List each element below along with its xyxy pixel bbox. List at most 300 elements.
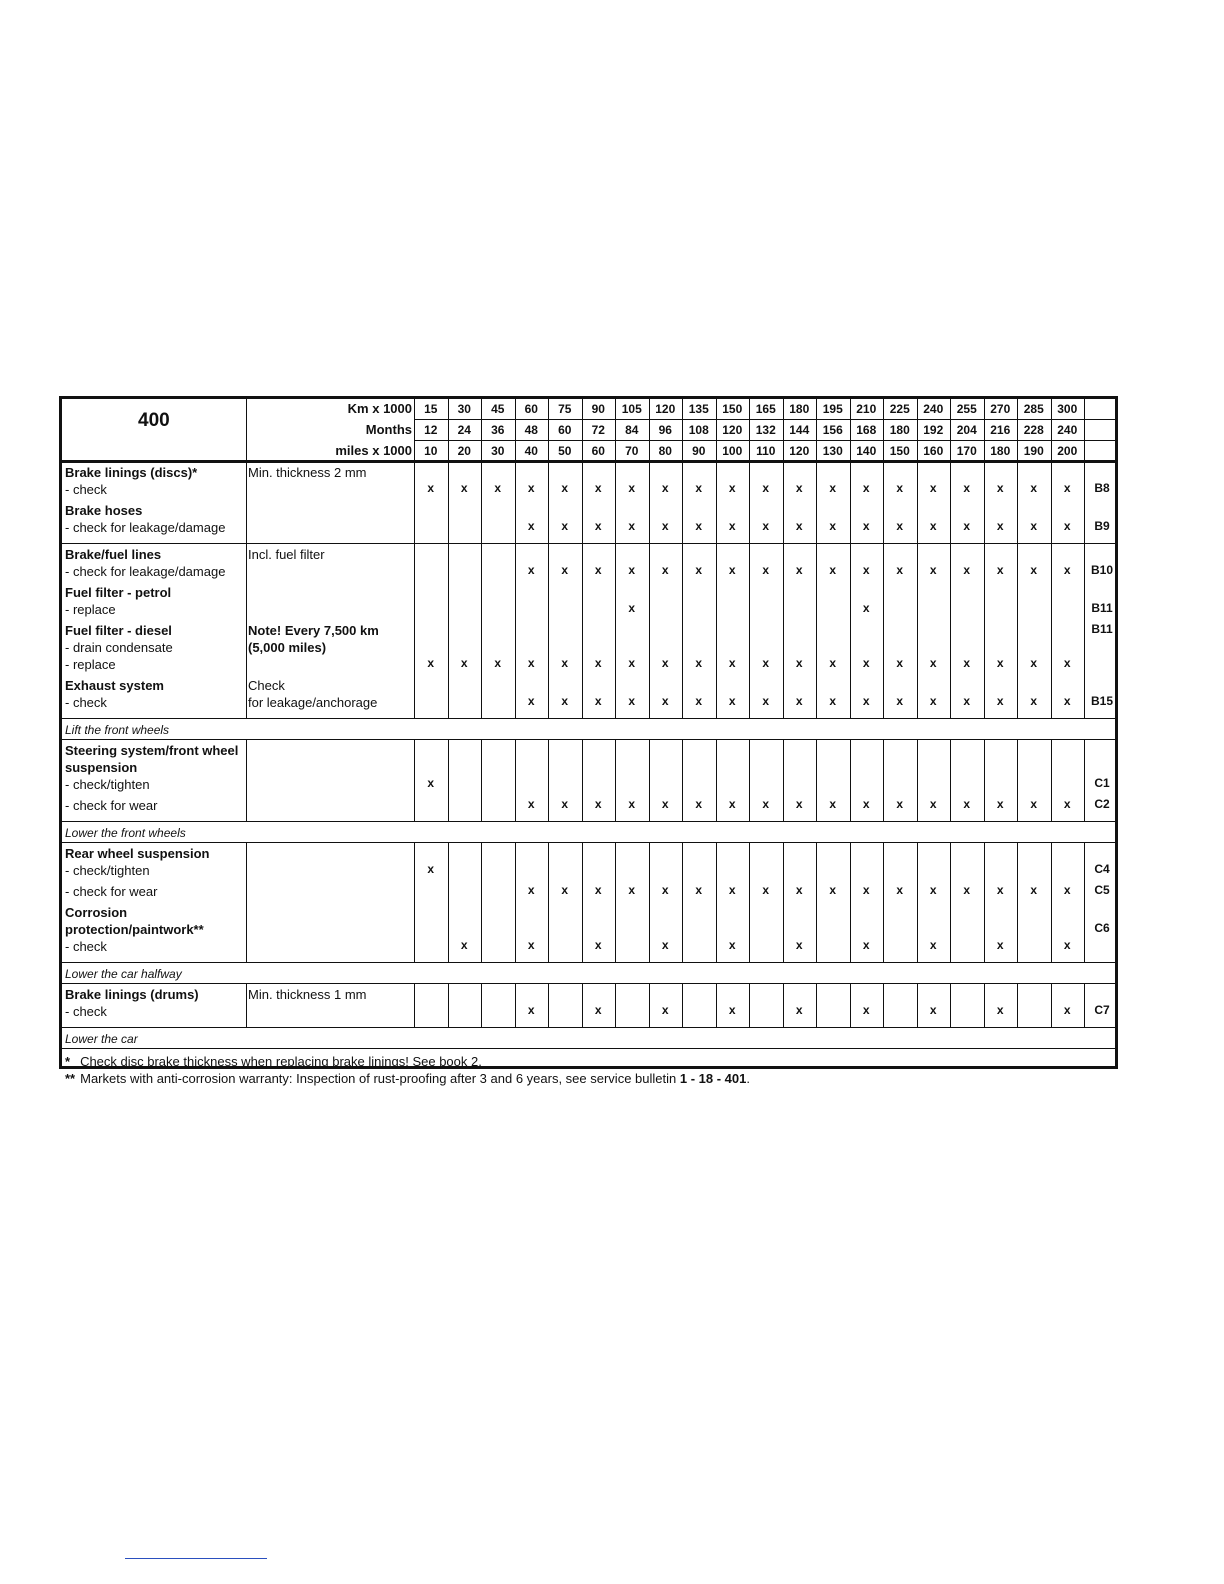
header-miles-value: 90 — [692, 444, 706, 458]
header-km-value: 30 — [457, 402, 471, 416]
column-divider — [883, 843, 884, 963]
column-divider — [883, 740, 884, 822]
service-mark: x — [427, 481, 435, 495]
service-mark: x — [594, 519, 602, 533]
header-miles-value: 30 — [491, 444, 505, 458]
service-mark: x — [527, 519, 535, 533]
column-divider — [749, 984, 750, 1028]
service-mark: x — [762, 694, 770, 708]
service-mark: x — [929, 883, 937, 897]
task-label: protection/paintwork** — [65, 922, 204, 937]
service-mark: x — [460, 481, 468, 495]
column-divider — [615, 843, 616, 963]
column-divider — [414, 740, 415, 822]
service-mark: x — [996, 563, 1004, 577]
service-mark: x — [661, 694, 669, 708]
service-mark: x — [661, 938, 669, 952]
column-divider — [716, 843, 717, 963]
service-mark: x — [1063, 563, 1071, 577]
service-mark: x — [862, 797, 870, 811]
service-mark: x — [628, 656, 636, 670]
service-mark: x — [996, 938, 1004, 952]
service-mark: x — [661, 883, 669, 897]
service-mark: x — [829, 694, 837, 708]
header-miles-value: 170 — [956, 444, 977, 458]
column-divider — [883, 984, 884, 1028]
service-mark: x — [527, 1003, 535, 1017]
service-mark: x — [728, 1003, 736, 1017]
header-miles-value: 150 — [889, 444, 910, 458]
column-divider — [615, 462, 616, 544]
service-mark: x — [494, 481, 502, 495]
task-label: - replace — [65, 602, 116, 617]
service-mark: x — [996, 519, 1004, 533]
service-mark: x — [1030, 656, 1038, 670]
service-mark: x — [728, 519, 736, 533]
service-mark: x — [695, 656, 703, 670]
service-mark: x — [762, 656, 770, 670]
header-km-value: 75 — [558, 402, 572, 416]
header-miles-value: 70 — [625, 444, 639, 458]
header-km-value: 15 — [424, 402, 438, 416]
service-mark: x — [795, 883, 803, 897]
task-label: Steering system/front wheel — [65, 743, 239, 758]
footnote-text: . — [746, 1071, 750, 1086]
column-divider — [582, 843, 583, 963]
column-divider — [582, 399, 583, 462]
column-divider — [1051, 740, 1052, 822]
column-divider — [448, 544, 449, 719]
service-mark: x — [929, 1003, 937, 1017]
header-months-value: 228 — [1023, 423, 1044, 437]
service-mark: x — [561, 656, 569, 670]
maintenance-schedule-table — [59, 396, 1118, 1086]
service-mark: x — [963, 481, 971, 495]
section-instruction: Lower the front wheels — [65, 826, 186, 840]
column-divider — [1017, 740, 1018, 822]
service-mark: x — [594, 938, 602, 952]
task-label: - check/tighten — [65, 777, 150, 792]
column-divider — [582, 462, 583, 544]
reference-code: C2 — [1094, 797, 1110, 811]
reference-code: B10 — [1090, 563, 1113, 577]
header-miles-value: 180 — [990, 444, 1011, 458]
column-divider — [783, 740, 784, 822]
service-mark: x — [695, 563, 703, 577]
service-mark: x — [561, 481, 569, 495]
service-mark: x — [1030, 519, 1038, 533]
task-label: Rear wheel suspension — [65, 846, 210, 861]
service-mark: x — [594, 481, 602, 495]
task-label: Fuel filter - diesel — [65, 623, 172, 638]
service-mark: x — [896, 883, 904, 897]
header-km-value: 180 — [789, 402, 810, 416]
service-mark: x — [929, 656, 937, 670]
service-mark: x — [695, 694, 703, 708]
service-mark: x — [1030, 797, 1038, 811]
column-divider — [883, 462, 884, 544]
column-divider — [682, 462, 683, 544]
header-label-km: Km x 1000 — [347, 401, 412, 416]
header-miles-value: 20 — [457, 444, 471, 458]
service-mark: x — [661, 519, 669, 533]
column-divider — [950, 843, 951, 963]
header-km-value: 90 — [591, 402, 605, 416]
service-mark: x — [594, 1003, 602, 1017]
header-months-value: 144 — [789, 423, 810, 437]
service-mark: x — [963, 694, 971, 708]
reference-code: B11 — [1091, 622, 1113, 636]
column-divider — [1084, 544, 1085, 719]
task-label: - check for wear — [65, 798, 158, 813]
column-divider — [682, 740, 683, 822]
service-mark: x — [862, 656, 870, 670]
service-mark: x — [829, 883, 837, 897]
task-note: Min. thickness 2 mm — [248, 465, 367, 480]
service-mark: x — [929, 694, 937, 708]
column-divider — [1017, 843, 1018, 963]
reference-code: C1 — [1094, 776, 1110, 790]
column-divider — [582, 984, 583, 1028]
service-mark: x — [1030, 694, 1038, 708]
header-months-value: 180 — [889, 423, 910, 437]
header-miles-value: 190 — [1023, 444, 1044, 458]
column-divider — [950, 399, 951, 462]
header-km-value: 285 — [1023, 402, 1044, 416]
service-mark: x — [427, 776, 435, 790]
service-mark: x — [929, 797, 937, 811]
service-mark: x — [561, 563, 569, 577]
service-mark: x — [728, 563, 736, 577]
column-divider — [950, 544, 951, 719]
section-instruction: Lower the car — [65, 1032, 138, 1046]
task-label: - check for wear — [65, 884, 158, 899]
service-mark: x — [996, 1003, 1004, 1017]
column-divider — [783, 462, 784, 544]
header-miles-value: 60 — [591, 444, 605, 458]
service-mark: x — [1030, 883, 1038, 897]
header-label-months: Months — [365, 422, 412, 437]
task-note: Min. thickness 1 mm — [248, 987, 367, 1002]
footnote-text: Markets with anti-corrosion warranty: Inspection of rust-proofing after 3 and 6 years, see service bulletin — [80, 1071, 680, 1086]
column-divider — [649, 399, 650, 462]
header-months-value: 108 — [688, 423, 709, 437]
column-divider — [917, 740, 918, 822]
service-mark: x — [460, 938, 468, 952]
column-divider — [917, 462, 918, 544]
header-km-value: 45 — [491, 402, 505, 416]
section-instruction: Lift the front wheels — [65, 723, 170, 737]
column-divider — [481, 984, 482, 1028]
service-mark: x — [929, 938, 937, 952]
column-divider — [414, 399, 415, 462]
column-divider — [716, 462, 717, 544]
column-divider — [749, 843, 750, 963]
column-divider — [414, 544, 415, 719]
header-months-value: 72 — [591, 423, 605, 437]
column-divider — [448, 843, 449, 963]
service-mark: x — [527, 481, 535, 495]
column-divider — [950, 740, 951, 822]
service-mark: x — [795, 797, 803, 811]
service-mark: x — [594, 694, 602, 708]
service-mark: x — [561, 883, 569, 897]
service-mark: x — [661, 563, 669, 577]
column-divider — [816, 843, 817, 963]
service-mark: x — [795, 519, 803, 533]
service-mark: x — [628, 883, 636, 897]
column-divider — [816, 740, 817, 822]
column-divider — [749, 399, 750, 462]
model-number: 400 — [138, 410, 170, 431]
column-divider — [414, 843, 415, 963]
row-divider — [62, 460, 1115, 463]
column-divider — [548, 462, 549, 544]
service-mark: x — [661, 797, 669, 811]
header-months-value: 36 — [491, 423, 505, 437]
column-divider — [816, 984, 817, 1028]
service-mark: x — [795, 656, 803, 670]
service-mark: x — [862, 563, 870, 577]
column-divider — [950, 984, 951, 1028]
column-divider — [481, 462, 482, 544]
service-mark: x — [896, 797, 904, 811]
header-months-value: 216 — [990, 423, 1011, 437]
header-km-value: 210 — [856, 402, 877, 416]
column-divider — [850, 462, 851, 544]
column-divider — [783, 544, 784, 719]
column-divider — [548, 740, 549, 822]
column-divider — [649, 984, 650, 1028]
header-miles-value: 140 — [856, 444, 877, 458]
service-mark: x — [728, 694, 736, 708]
task-label: Brake/fuel lines — [65, 547, 162, 562]
service-mark: x — [594, 797, 602, 811]
column-divider — [850, 399, 851, 462]
service-mark: x — [862, 1003, 870, 1017]
service-mark: x — [594, 883, 602, 897]
header-km-value: 300 — [1057, 402, 1078, 416]
column-divider — [448, 399, 449, 462]
header-km-value: 255 — [956, 402, 977, 416]
column-divider — [716, 984, 717, 1028]
service-mark: x — [527, 938, 535, 952]
reference-code: C5 — [1094, 883, 1110, 897]
header-miles-value: 40 — [524, 444, 538, 458]
header-km-value: 105 — [621, 402, 642, 416]
reference-code: B9 — [1094, 519, 1110, 533]
service-mark: x — [728, 481, 736, 495]
column-divider — [481, 399, 482, 462]
column-divider — [1051, 399, 1052, 462]
column-divider — [448, 740, 449, 822]
service-mark: x — [561, 519, 569, 533]
column-divider — [246, 843, 247, 963]
service-bulletin-number: 1 - 18 - 401 — [679, 1071, 747, 1086]
service-mark: x — [1030, 481, 1038, 495]
task-label: - check — [65, 695, 107, 710]
column-divider — [649, 544, 650, 719]
service-mark: x — [1063, 1003, 1071, 1017]
service-mark: x — [996, 481, 1004, 495]
column-divider — [1051, 544, 1052, 719]
column-divider — [816, 399, 817, 462]
row-divider — [414, 419, 1116, 420]
row-divider — [414, 440, 1116, 441]
column-divider — [950, 462, 951, 544]
service-mark: x — [728, 797, 736, 811]
service-mark: x — [996, 883, 1004, 897]
service-mark: x — [728, 938, 736, 952]
task-note: Note! Every 7,500 km — [248, 623, 379, 638]
column-divider — [816, 544, 817, 719]
header-months-value: 240 — [1057, 423, 1078, 437]
service-mark: x — [795, 694, 803, 708]
column-divider — [615, 740, 616, 822]
column-divider — [984, 399, 985, 462]
service-mark: x — [695, 481, 703, 495]
header-months-value: 192 — [923, 423, 944, 437]
task-label: suspension — [65, 760, 138, 775]
column-divider — [883, 544, 884, 719]
header-miles-value: 160 — [923, 444, 944, 458]
column-divider — [615, 544, 616, 719]
column-divider — [850, 843, 851, 963]
service-mark: x — [963, 563, 971, 577]
column-divider — [515, 399, 516, 462]
service-mark: x — [594, 563, 602, 577]
reference-code: B11 — [1091, 601, 1113, 615]
page-rule — [125, 1558, 267, 1559]
row-divider — [62, 983, 1115, 984]
header-months-value: 156 — [822, 423, 843, 437]
column-divider — [749, 740, 750, 822]
service-mark: x — [561, 797, 569, 811]
column-divider — [1051, 984, 1052, 1028]
header-miles-value: 50 — [558, 444, 572, 458]
service-mark: x — [1063, 656, 1071, 670]
task-label: - check — [65, 482, 107, 497]
service-mark: x — [996, 797, 1004, 811]
service-mark: x — [661, 656, 669, 670]
column-divider — [548, 843, 549, 963]
service-mark: x — [695, 883, 703, 897]
header-months-value: 84 — [625, 423, 639, 437]
service-mark: x — [1063, 797, 1071, 811]
column-divider — [984, 462, 985, 544]
column-divider — [515, 984, 516, 1028]
column-divider — [515, 544, 516, 719]
header-months-value: 48 — [524, 423, 538, 437]
service-mark: x — [594, 656, 602, 670]
column-divider — [246, 740, 247, 822]
service-mark: x — [862, 938, 870, 952]
header-miles-value: 130 — [822, 444, 843, 458]
task-label: Corrosion — [65, 905, 128, 920]
service-mark: x — [460, 656, 468, 670]
column-divider — [1084, 984, 1085, 1028]
service-mark: x — [1063, 694, 1071, 708]
column-divider — [917, 399, 918, 462]
service-mark: x — [1030, 563, 1038, 577]
service-mark: x — [628, 481, 636, 495]
column-divider — [883, 399, 884, 462]
service-mark: x — [661, 1003, 669, 1017]
service-mark: x — [795, 1003, 803, 1017]
section-instruction: Lower the car halfway — [65, 967, 182, 981]
task-label: - check for leakage/damage — [65, 564, 226, 579]
column-divider — [246, 462, 247, 544]
column-divider — [1051, 843, 1052, 963]
service-mark: x — [728, 656, 736, 670]
column-divider — [649, 462, 650, 544]
header-km-value: 135 — [688, 402, 709, 416]
column-divider — [783, 984, 784, 1028]
service-mark: x — [427, 656, 435, 670]
header-miles-value: 100 — [722, 444, 743, 458]
header-km-value: 150 — [722, 402, 743, 416]
service-mark: x — [527, 883, 535, 897]
service-mark: x — [628, 694, 636, 708]
service-mark: x — [527, 694, 535, 708]
service-mark: x — [896, 656, 904, 670]
service-mark: x — [527, 656, 535, 670]
column-divider — [716, 740, 717, 822]
column-divider — [481, 843, 482, 963]
service-mark: x — [862, 481, 870, 495]
service-mark: x — [795, 563, 803, 577]
column-divider — [1084, 740, 1085, 822]
task-label: Brake linings (drums) — [65, 987, 199, 1002]
column-divider — [414, 984, 415, 1028]
column-divider — [1084, 399, 1085, 462]
service-mark: x — [829, 656, 837, 670]
service-mark: x — [829, 481, 837, 495]
header-miles-value: 110 — [756, 444, 776, 458]
service-mark: x — [862, 694, 870, 708]
column-divider — [917, 843, 918, 963]
column-divider — [1017, 984, 1018, 1028]
reference-code: C6 — [1094, 921, 1110, 935]
service-mark: x — [762, 883, 770, 897]
header-km-value: 225 — [889, 402, 910, 416]
service-mark: x — [996, 694, 1004, 708]
footnote-text: Check disc brake thickness when replacing brake linings! See book 2. — [80, 1054, 482, 1069]
header-km-value: 270 — [990, 402, 1011, 416]
column-divider — [850, 740, 851, 822]
service-mark: x — [996, 656, 1004, 670]
service-mark: x — [494, 656, 502, 670]
task-label: Brake hoses — [65, 503, 143, 518]
task-label: - check — [65, 939, 107, 954]
service-mark: x — [929, 519, 937, 533]
header-km-value: 195 — [822, 402, 843, 416]
service-mark: x — [1063, 481, 1071, 495]
column-divider — [749, 462, 750, 544]
column-divider — [548, 544, 549, 719]
column-divider — [850, 984, 851, 1028]
service-mark: x — [829, 563, 837, 577]
header-label-miles: miles x 1000 — [335, 443, 412, 458]
task-label: Fuel filter - petrol — [65, 585, 172, 600]
header-months-value: 12 — [424, 423, 438, 437]
header-months-value: 168 — [856, 423, 877, 437]
column-divider — [816, 462, 817, 544]
task-label: Brake linings (discs)* — [65, 465, 198, 480]
task-note: (5,000 miles) — [248, 640, 327, 655]
service-mark: x — [561, 694, 569, 708]
header-miles-value: 120 — [789, 444, 810, 458]
